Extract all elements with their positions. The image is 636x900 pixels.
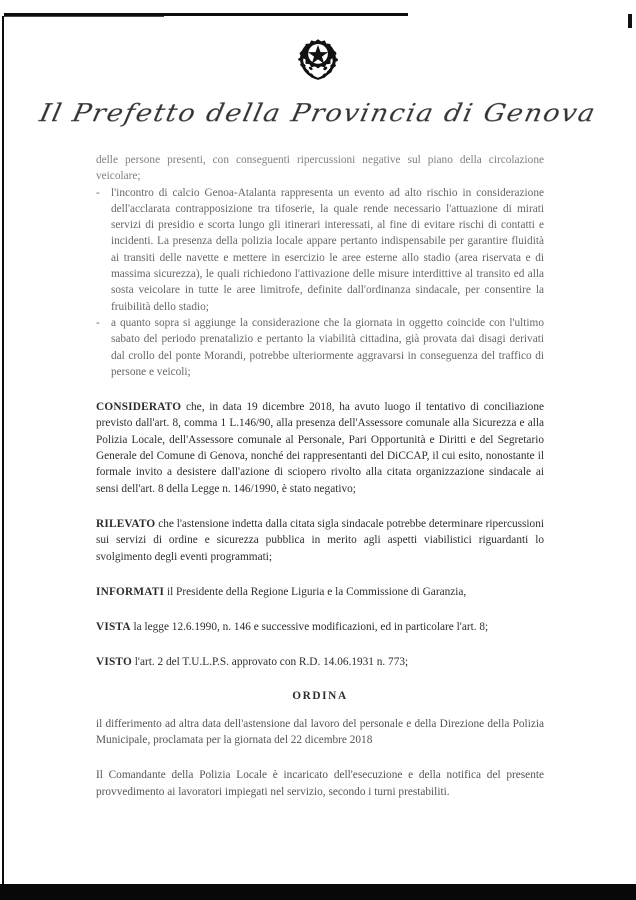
clause-lead-keyword: CONSIDERATO (96, 401, 182, 414)
spacer (96, 380, 544, 399)
spacer (96, 702, 544, 716)
closing-text: Il Comandante della Polizia Locale è incaricato dell'esecuzione e della notifica del presente provvedimento ai lavoratori impiegati nel servizio, secondo i turni prestabiliti. (96, 769, 544, 798)
scan-edge-artifact-bottom (0, 884, 636, 900)
clause-body-text: che, in data 19 dicembre 2018, ha avuto luogo il tentativo di conciliazione previsto dall'art. 8, comma 1 L.146/90, alla presenza dell'Assessore comunale alla Sicurezza e alla Polizia Locale, dell'Assessore comunale al Personale, Pari Opportunità e Diritti e del Segretario Generale del Comune di Genova, nonché dei rappresentanti del DiCCAP, il cui esito, nonostante il formale invito a desistere dall'azione di sciopero rivolto alla citata organizzazione sindacale ai sensi dell'art. 8 della Legge n. 146/1990, è stato negativo; (96, 401, 544, 495)
clause-body-text: il Presidente della Regione Liguria e la Commissione di Garanzia, (164, 585, 467, 598)
bullet-dash-marker: - (96, 316, 100, 329)
continued-paragraph: delle persone presenti, con conseguenti ripercussioni negative sul piano della circolazione veicolare; (96, 154, 544, 183)
clause-rilevato (96, 516, 544, 565)
order-text: il differimento ad altra data dell'astensione dal lavoro del personale e della Direzione della Polizia Municipale, proclamata per la giornata del 22 dicembre 2018 (96, 717, 544, 747)
list-item (96, 185, 544, 315)
italian-republic-emblem-icon (292, 32, 344, 84)
clause-body-text: la legge 12.6.1990, n. 146 e successive modificazioni, ed in particolare l'art. 8; (130, 621, 489, 634)
bullet-text: l'incontro di calcio Genoa-Atalanta rappresenta un evento ad alto rischio in considerazione dell'acclarata contrapposizione tra tifoserie, la quale rende necessario l'attuazione di mirati servizi di presidio e scorta lungo gli itinerari interessati, al fine di evitare rischi di contatti e incidenti. La presenza della polizia locale appare pertanto indispensabile per garantire fluidità ai transiti delle navette e mettere in esercizio le aree esterne allo stadio (area riservata e di massima sicurezza), le quali richiedono l'attivazione delle misure interdittive al transito ed alla sosta veicolare in tutte le aree limitrofe, definite dall'ordinanza sindacale, per consentire la fruibilità dello stadio; (111, 186, 544, 313)
bullet-dash-marker: - (96, 186, 100, 199)
scan-edge-artifact-top-secondary (4, 16, 164, 17)
clause-lead-keyword: VISTA (96, 621, 131, 634)
spacer (96, 671, 544, 690)
spacer (96, 565, 544, 584)
spacer (96, 497, 544, 516)
scan-edge-artifact-top-right (628, 14, 632, 28)
clause-body-text: che l'astensione indetta dalla citata sigla sindacale potrebbe determinare ripercussioni sui servizi di ordine e sicurezza pubblica in merito agli aspetti viabilistici riguardanti lo svolgimento degli eventi programmati; (96, 517, 544, 563)
spacer (96, 748, 544, 767)
scan-edge-artifact-left (2, 16, 4, 885)
order-heading: ORDINA (292, 689, 348, 702)
spacer (96, 600, 544, 619)
bullet-text: a quanto sopra si aggiunge la considerazione che la giornata in oggetto coincide con l'ultimo sabato del periodo prenatalizio e pertanto la viabilità cittadina, già provata dai disagi derivati dal crollo del ponte Morandi, potrebbe ulteriormente aggravarsi in conseguenza del traffico di persone e veicoli; (111, 316, 544, 378)
clause-lead-keyword: INFORMATI (96, 585, 165, 598)
clause-vista (96, 619, 544, 635)
clause-informati (96, 584, 544, 600)
list-item (96, 315, 544, 380)
clause-visto (96, 654, 544, 670)
clause-lead-keyword: VISTO (96, 656, 132, 669)
letterhead-title: Il Prefetto della Provincia di Genova (36, 99, 599, 128)
document-body (96, 152, 544, 800)
spacer (96, 635, 544, 654)
letterhead (0, 32, 636, 129)
clause-lead-keyword: RILEVATO (96, 517, 156, 530)
clause-considerato (96, 399, 544, 497)
clause-body-text: l'art. 2 del T.U.L.P.S. approvato con R.D. 14.06.1931 n. 773; (131, 656, 409, 669)
